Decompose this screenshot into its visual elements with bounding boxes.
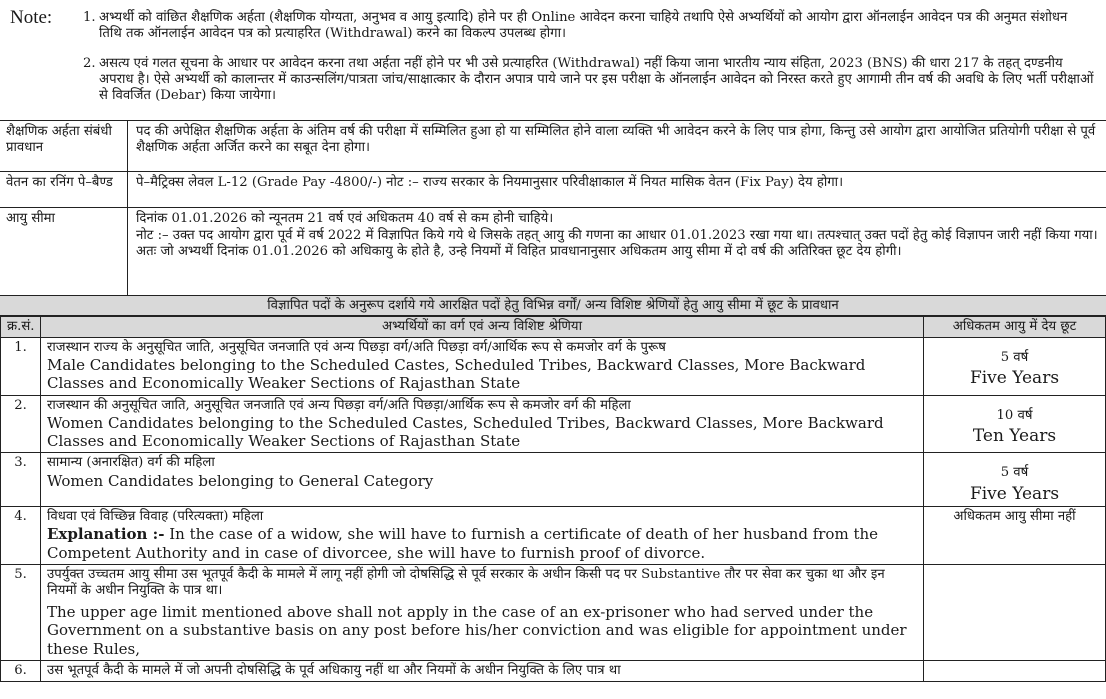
relaxation-english: Ten Years: [972, 425, 1057, 446]
table-row: [1, 564, 1106, 660]
note-item-text: असत्य एवं गलत सूचना के आधार पर आवेदन करना तथा अर्हता नहीं होने पर भी उसे प्रत्याहरित (Withdrawal) नहीं किया जाना भारतीय न्याय संहिता, 2023 (BNS) की धारा 217 के तहत् दण्डनीय अपराध है। ऐसे अभ्यर्थी को कालान्तर में काउन्सलिंग/पात्रता जांच/साक्षात्कार के दौरान अपात्र पाये जाने पर इस परीक्षा के ऑनलाईन आवेदन को निरस्त करते हुए आगामी तीन वर्ष की अवधि के लिए भर्ती परीक्षाओं से विवर्जित (Debar) किया जायेगा।: [99, 56, 1094, 104]
education-provision-row: [0, 121, 1106, 172]
row-category-hindi: राजस्थान राज्य के अनुसूचित जाति, अनुसूचित जनजाति एवं अन्य पिछड़ा वर्ग/अति पिछड़ा वर्ग/आर्थिक रूप से कमजोर वर्ग के पुरूष: [47, 340, 666, 356]
row-relaxation: [924, 507, 1106, 565]
age-limit-note: नोट :– उक्त पद आयोग द्वारा पूर्व में वर्ष 2022 में विज्ञापित किये गये थे जिसके तहत् आयु की गणना का आधार 01.01.2023 रखा गया था। तत्पश्चात् उक्त पदों हेतु कोई विज्ञापन जारी नहीं किया गया। अतः जो अभ्यर्थी दिनांक 01.01.2026 को अधिकायु के होते है, उन्हे नियमों में विहित प्रावधानानुसार अधिकतम आयु सीमा में दो वर्ष की अतिरिक्त छूट देय होगी।: [136, 228, 1098, 260]
row-serial: 3.: [1, 453, 41, 507]
row-relaxation: [924, 395, 1106, 453]
row-category-hindi: सामान्य (अनारक्षित) वर्ग की महिला: [47, 455, 215, 471]
note-item-2: [83, 56, 1094, 104]
row-category-english: Women Candidates belonging to General Category: [47, 471, 434, 490]
note-block: [0, 0, 1106, 121]
relaxation-hindi: अधिकतम आयु सीमा नहीं: [953, 509, 1076, 525]
row-relaxation: [924, 453, 1106, 507]
pay-band-row: [0, 172, 1106, 208]
row-category: [41, 395, 924, 453]
row-relaxation: [924, 564, 1106, 660]
row-category-english: Male Candidates belonging to the Scheduled Castes, Scheduled Tribes, Backward Classes, More Backward Classes and Economically Weaker Sections of Rajasthan State: [47, 356, 866, 393]
relaxation-english: Five Years: [969, 483, 1060, 504]
age-relaxation-table: [0, 316, 1106, 682]
age-limit-row: [0, 208, 1106, 296]
header-category: अभ्यर्थियों का वर्ग एवं अन्य विशिष्ट श्रेणिया: [41, 317, 924, 338]
explanation-text: In the case of a widow, she will have to furnish a certificate of death of her husband from the Competent Authority and in case of divorcee, she will have to furnish proof of divorce.: [47, 525, 879, 562]
row-category: [41, 507, 924, 565]
row-relaxation: [924, 661, 1106, 682]
age-limit-label: आयु सीमा: [0, 208, 128, 295]
row-serial: 1.: [1, 338, 41, 396]
table-row: [1, 507, 1106, 565]
age-limit-line-1: दिनांक 01.01.2026 को न्यूनतम 21 वर्ष एवं अधिकतम 40 वर्ष से कम होनी चाहिये।: [136, 211, 554, 226]
table-row: [1, 395, 1106, 453]
note-label: Note:: [10, 7, 53, 28]
row-category: [41, 453, 924, 507]
table-header-row: [1, 317, 1106, 338]
explanation-label: Explanation :-: [47, 525, 165, 544]
relaxation-hindi: 5 वर्ष: [1000, 465, 1029, 481]
row-category-english: The upper age limit mentioned above shall not apply in the case of an ex-prisoner who had served under the Government on a substantive basis on any post before his/her conviction and was eligible for appointment under these Rules,: [47, 603, 907, 658]
row-relaxation: [924, 338, 1106, 396]
note-item-1: [83, 10, 1094, 42]
row-category: [41, 338, 924, 396]
row-category-english: Women Candidates belonging to the Scheduled Castes, Scheduled Tribes, Backward Classes, More Backward Classes and Economically Weaker Sections of Rajasthan State: [47, 413, 884, 451]
row-serial: 4.: [1, 507, 41, 565]
table-row: [1, 661, 1106, 682]
row-category: [41, 661, 924, 682]
row-category-hindi: उपर्युक्त उच्चतम आयु सीमा उस भूतपूर्व कैदी के मामले में लागू नहीं होगी जो दोषसिद्धि से पूर्व सरकार के अधीन किसी पद पर Substantive तौर पर सेवा कर चुका था और इन नियमों के अधीन नियुक्ति के पात्र था।: [47, 566, 885, 599]
row-serial: 6.: [1, 661, 41, 682]
education-label: शैक्षणिक अर्हता संबंधी प्रावधान: [0, 121, 128, 171]
note-item-text: अभ्यर्थी को वांछित शैक्षणिक अर्हता (शैक्षणिक योग्यता, अनुभव व आयु इत्यादि) होने पर ही Online आवेदन करना चाहिये तथापि ऐसे अभ्यर्थियों को आयोग द्वारा ऑनलाईन आवेदन पत्र की अनुमत संशोधन तिथि तक ऑनलाईन आवेदन पत्र को प्रत्याहरित (Withdrawal) करने का विकल्प उपलब्ध होगा।: [99, 10, 1068, 42]
table-row: [1, 453, 1106, 507]
header-relaxation: अधिकतम आयु में देय छूट: [924, 317, 1106, 338]
note-item-number: 1.: [83, 10, 96, 25]
row-category-hindi: राजस्थान की अनुसूचित जाति, अनुसूचित जनजाति एवं अन्य पिछड़ा वर्ग/अति पिछड़ा/आर्थिक रूप से कमजोर वर्ग की महिला: [47, 397, 631, 413]
row-category-hindi: उस भूतपूर्व कैदी के मामले में जो अपनी दोषसिद्धि के पूर्व अधिकायु नहीं था और नियमों के अधीन नियुक्ति के लिए पात्र था: [47, 663, 621, 679]
row-serial: 5.: [1, 564, 41, 660]
row-serial: 2.: [1, 395, 41, 453]
row-category-hindi: विधवा एवं विच्छिन्न विवाह (परित्यक्ता) महिला: [47, 509, 264, 525]
row-category-english: [47, 525, 917, 562]
pay-band-label: वेतन का रनिंग पे–बैण्ड: [0, 172, 128, 207]
section-title: विज्ञापित पदों के अनुरूप दर्शाये गये आरक्षित पदों हेतु विभिन्न वर्गों/ अन्य विशिष्ट श्रेणियों हेतु आयु सीमा में छूट के प्रावधान: [0, 296, 1106, 316]
header-serial: क्र.सं.: [1, 317, 41, 338]
pay-band-text: पे–मैट्रिक्स लेवल L-12 (Grade Pay -4800/-) नोट :– राज्य सरकार के नियमानुसार परिवीक्षाकाल में नियत मासिक वेतन (Fix Pay) देय होगा।: [136, 175, 844, 190]
relaxation-hindi: 5 वर्ष: [1000, 350, 1029, 366]
age-limit-text: [128, 208, 1106, 264]
education-text: पद की अपेक्षित शैक्षणिक अर्हता के अंतिम वर्ष की परीक्षा में सम्मिलित हुआ हो या सम्मिलित होने वाला व्यक्ति भी आवेदन करने के लिए पात्र होगा, किन्तु उसे आयोग द्वारा आयोजित प्रतियोगी परीक्षा से पूर्व शैक्षणिक अर्हता अर्जित करने का सबूत देना होगा।: [136, 124, 1096, 156]
row-category: [41, 564, 924, 660]
relaxation-hindi: 10 वर्ष: [996, 407, 1033, 423]
table-row: [1, 338, 1106, 396]
note-item-number: 2.: [83, 56, 96, 71]
relaxation-english: Five Years: [969, 368, 1060, 389]
